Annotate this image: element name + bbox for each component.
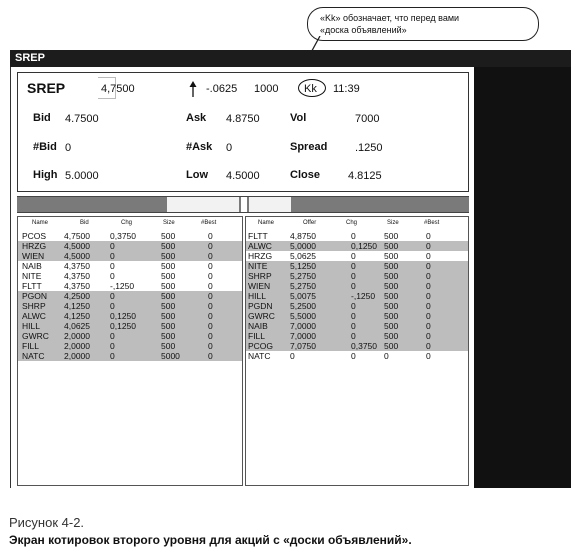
cell-chg: 0: [351, 281, 356, 291]
cell-best: 0: [426, 351, 431, 361]
cell-price: 4,3750: [64, 261, 90, 271]
table-row[interactable]: [246, 351, 468, 361]
cell-size: 500: [161, 311, 176, 321]
cell-name: GWRC: [248, 311, 275, 321]
num-bids-value: 0: [65, 142, 72, 154]
table-row[interactable]: [246, 241, 468, 251]
cell-best: 0: [208, 351, 213, 361]
bid-label: Bid: [33, 112, 51, 124]
offer-book-table: [245, 216, 469, 486]
right-dark-panel: [474, 67, 571, 488]
ask-label: Ask: [186, 112, 207, 124]
table-row[interactable]: [18, 231, 242, 241]
num-asks-value: 0: [226, 142, 233, 154]
table-row[interactable]: [246, 251, 468, 261]
arrow-up-icon: [188, 81, 198, 97]
column-header: Name: [258, 220, 275, 226]
cell-price: 2,0000: [64, 331, 90, 341]
high-value: 5.0000: [65, 170, 99, 182]
table-row[interactable]: [246, 341, 468, 351]
cell-price: 5,2750: [290, 281, 316, 291]
table-row[interactable]: [246, 311, 468, 321]
cell-name: NATC: [248, 351, 271, 361]
cell-best: 0: [208, 331, 213, 341]
cell-chg: 0: [110, 241, 115, 251]
column-header: #Best: [424, 220, 440, 226]
table-row[interactable]: [18, 321, 242, 331]
cell-price: 0: [290, 351, 295, 361]
figure-number: Рисунок 4-2.: [9, 515, 85, 530]
cell-size: 500: [384, 271, 399, 281]
cell-name: NITE: [22, 271, 42, 281]
cell-chg: 0,1250: [110, 321, 136, 331]
cell-chg: 0: [110, 251, 115, 261]
table-row[interactable]: [18, 311, 242, 321]
cell-price: 4,2500: [64, 291, 90, 301]
cell-chg: 0: [351, 301, 356, 311]
table-row[interactable]: [246, 271, 468, 281]
cell-name: HRZG: [248, 251, 273, 261]
num-asks-label: #Ask: [186, 141, 213, 153]
cell-name: SHRP: [248, 271, 272, 281]
last-trade-time: 11:39: [333, 83, 360, 95]
last-price: 4,7500: [101, 83, 135, 95]
cell-price: 7,0000: [290, 331, 316, 341]
cell-name: HILL: [22, 321, 40, 331]
cell-chg: 0,3750: [351, 341, 377, 351]
cell-best: 0: [208, 261, 213, 271]
cell-name: NATC: [22, 351, 45, 361]
net-change: -.0625: [206, 83, 238, 95]
symbol-label: SREP: [27, 80, 66, 96]
table-row[interactable]: [246, 281, 468, 291]
offer-rows: [246, 231, 468, 361]
high-label: High: [33, 169, 58, 181]
bid-book-table: [17, 216, 243, 486]
annotation-callout: [307, 7, 539, 41]
cell-price: 5,0000: [290, 241, 316, 251]
window-title: SREP: [15, 52, 45, 64]
table-row[interactable]: [18, 251, 242, 261]
cell-chg: 0: [351, 271, 356, 281]
cell-name: FILL: [22, 341, 40, 351]
cell-name: NITE: [248, 261, 268, 271]
cell-best: 0: [426, 251, 431, 261]
cell-price: 4,1250: [64, 311, 90, 321]
low-label: Low: [186, 169, 208, 181]
cell-price: 5,5000: [290, 311, 316, 321]
cell-name: PCOG: [248, 341, 274, 351]
cell-size: 500: [161, 271, 176, 281]
cell-size: 500: [384, 321, 399, 331]
cell-size: 500: [161, 301, 176, 311]
cell-name: PGON: [22, 291, 48, 301]
cell-price: 4,3750: [64, 271, 90, 281]
cell-chg: 0: [110, 291, 115, 301]
cell-size: 500: [384, 231, 399, 241]
cell-best: 0: [208, 291, 213, 301]
cell-name: ALWC: [22, 311, 46, 321]
cell-best: 0: [208, 341, 213, 351]
cell-name: PCOS: [22, 231, 47, 241]
cell-price: 5,0625: [290, 251, 316, 261]
cell-chg: 0: [110, 261, 115, 271]
column-header: Offer: [303, 220, 317, 226]
cell-best: 0: [208, 251, 213, 261]
cell-name: GWRC: [22, 331, 49, 341]
cell-name: FLTT: [248, 231, 268, 241]
cell-name: WIEN: [22, 251, 45, 261]
table-row[interactable]: [18, 301, 242, 311]
quote-summary-box: [17, 72, 469, 192]
cell-best: 0: [426, 291, 431, 301]
cell-name: FILL: [248, 331, 266, 341]
table-row[interactable]: [246, 261, 468, 271]
cell-size: 500: [161, 291, 176, 301]
cell-price: 4,0625: [64, 321, 90, 331]
num-bids-label: #Bid: [33, 141, 57, 153]
callout-line-2: «доска объявлений»: [320, 25, 407, 35]
cell-price: 5,2750: [290, 271, 316, 281]
cell-size: 500: [384, 311, 399, 321]
cell-size: 500: [161, 281, 176, 291]
cell-chg: 0,3750: [110, 231, 136, 241]
volume-value: 7000: [355, 113, 380, 125]
cell-size: 500: [161, 231, 176, 241]
table-row[interactable]: [18, 351, 242, 361]
cell-best: 0: [208, 301, 213, 311]
table-row[interactable]: [18, 341, 242, 351]
cell-price: 7,0000: [290, 321, 316, 331]
cell-best: 0: [208, 241, 213, 251]
bid-value: 4.7500: [65, 113, 99, 125]
column-header: Bid: [80, 220, 89, 226]
cell-best: 0: [426, 331, 431, 341]
cell-name: FLTT: [22, 281, 42, 291]
cell-chg: 0: [351, 231, 356, 241]
cell-name: HRZG: [22, 241, 47, 251]
cell-price: 7,0750: [290, 341, 316, 351]
table-row[interactable]: [18, 271, 242, 281]
cell-name: SHRP: [22, 301, 46, 311]
cell-price: 5,2500: [290, 301, 316, 311]
cell-chg: 0: [351, 321, 356, 331]
cell-best: 0: [426, 281, 431, 291]
cell-price: 4,7500: [64, 231, 90, 241]
cell-size: 500: [384, 251, 399, 261]
column-header: Name: [32, 220, 49, 226]
cell-chg: 0: [351, 261, 356, 271]
bid-rows: [18, 231, 242, 361]
cell-size: 500: [161, 261, 176, 271]
cell-size: 500: [384, 281, 399, 291]
cell-best: 0: [426, 261, 431, 271]
cell-chg: 0: [351, 351, 356, 361]
cell-chg: 0: [110, 341, 115, 351]
cell-best: 0: [426, 301, 431, 311]
column-header: Chg: [121, 220, 133, 226]
cell-chg: 0: [110, 351, 115, 361]
spread-label: Spread: [290, 141, 328, 153]
column-header: Size: [387, 220, 399, 226]
cell-size: 500: [384, 331, 399, 341]
column-header: Size: [163, 220, 175, 226]
table-row[interactable]: [246, 231, 468, 241]
cell-size: 0: [384, 351, 389, 361]
cell-chg: 0: [110, 301, 115, 311]
cell-name: PGDN: [248, 301, 273, 311]
table-row[interactable]: [246, 331, 468, 341]
table-row[interactable]: [18, 261, 242, 271]
table-row[interactable]: [246, 301, 468, 311]
close-value: 4.8125: [348, 170, 382, 182]
cell-size: 500: [161, 331, 176, 341]
table-row[interactable]: [18, 281, 242, 291]
cell-price: 4,8750: [290, 231, 316, 241]
cell-price: 2,0000: [64, 351, 90, 361]
cell-price: 4,5000: [64, 241, 90, 251]
trade-size: 1000: [254, 83, 279, 95]
spread-value: .1250: [355, 142, 383, 154]
cell-price: 4,5000: [64, 251, 90, 261]
table-row[interactable]: [18, 241, 242, 251]
cell-chg: 0: [351, 251, 356, 261]
volume-label: Vol: [290, 112, 307, 124]
cell-size: 500: [384, 341, 399, 351]
table-row[interactable]: [18, 291, 242, 301]
table-row[interactable]: [18, 331, 242, 341]
cell-name: NAIB: [248, 321, 268, 331]
cell-best: 0: [426, 311, 431, 321]
cell-price: 4,3750: [64, 281, 90, 291]
cell-best: 0: [426, 241, 431, 251]
column-header: #Best: [201, 220, 217, 226]
cell-size: 500: [161, 321, 176, 331]
cell-best: 0: [426, 321, 431, 331]
cell-chg: 0: [351, 331, 356, 341]
cell-size: 500: [384, 241, 399, 251]
cell-best: 0: [208, 271, 213, 281]
cell-best: 0: [426, 341, 431, 351]
section-divider-bar: [17, 196, 469, 213]
cell-price: 2,0000: [64, 341, 90, 351]
cell-size: 500: [161, 251, 176, 261]
cell-size: 500: [384, 261, 399, 271]
cell-name: HILL: [248, 291, 266, 301]
cell-price: 5,1250: [290, 261, 316, 271]
close-label: Close: [290, 169, 320, 181]
cell-name: WIEN: [248, 281, 271, 291]
cell-price: 4,1250: [64, 301, 90, 311]
cell-size: 500: [384, 291, 399, 301]
cell-size: 5000: [161, 351, 180, 361]
cell-chg: 0,1250: [110, 311, 136, 321]
cell-size: 500: [384, 301, 399, 311]
cell-best: 0: [208, 311, 213, 321]
cell-size: 500: [161, 241, 176, 251]
cell-size: 500: [161, 341, 176, 351]
figure-caption: Экран котировок второго уровня для акций с «доски объявлений».: [9, 533, 412, 547]
ask-value: 4.8750: [226, 113, 260, 125]
table-row[interactable]: [246, 321, 468, 331]
column-header: Chg: [346, 220, 358, 226]
cell-best: 0: [426, 231, 431, 241]
callout-line-1: «Kk» обозначает, что перед вами: [320, 13, 460, 23]
cell-price: 5,0075: [290, 291, 316, 301]
cell-best: 0: [208, 231, 213, 241]
cell-best: 0: [208, 321, 213, 331]
cell-best: 0: [208, 281, 213, 291]
cell-best: 0: [426, 271, 431, 281]
window-title-bar: [10, 50, 571, 67]
cell-chg: 0: [110, 331, 115, 341]
low-value: 4.5000: [226, 170, 260, 182]
cell-chg: -,1250: [351, 291, 376, 301]
cell-chg: -,1250: [110, 281, 135, 291]
table-row[interactable]: [246, 291, 468, 301]
cell-chg: 0,1250: [351, 241, 377, 251]
cell-name: ALWC: [248, 241, 272, 251]
cell-name: NAIB: [22, 261, 42, 271]
market-maker-id: Kk: [304, 83, 317, 95]
cell-chg: 0: [110, 271, 115, 281]
cell-chg: 0: [351, 311, 356, 321]
